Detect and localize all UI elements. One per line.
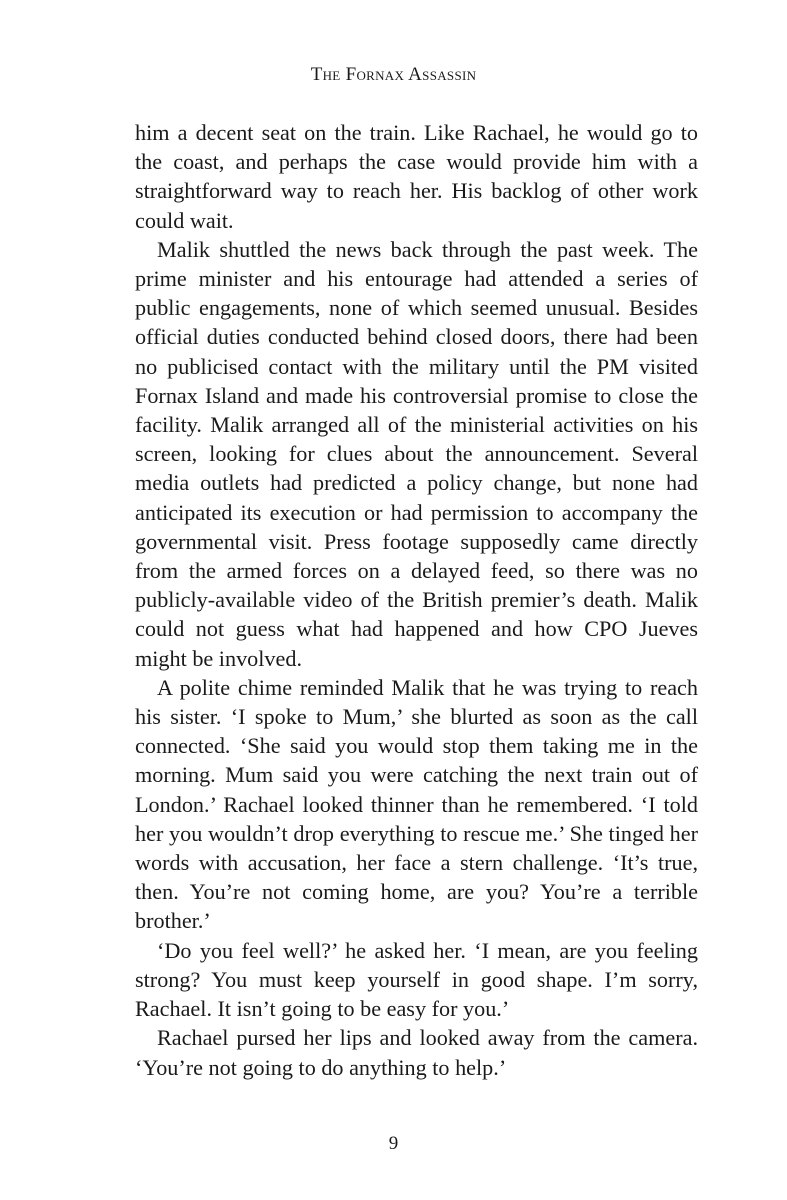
- running-head: The Fornax Assassin: [310, 64, 477, 85]
- paragraph-5: Rachael pursed her lips and looked away from the camera. ‘You’re not going to do anything to help.’: [135, 1025, 698, 1080]
- paragraph-3: A polite chime reminded Malik that he was trying to reach his sister. ‘I spoke to Mum,’ she blurted as soon as the call connected. ‘She said you would stop them taking me in the morning. Mum said you were catching the next train out of London.’ Rachael looked thinner than he remembered. ‘I told her you wouldn’t drop everything to rescue me.’ She tinged her words with accusation, her face a stern challenge. ‘It’s true, then. You’re not coming home, are you? You’re a terrible brother.’: [135, 674, 698, 934]
- body-text: [135, 118, 698, 1082]
- paragraph-1: him a decent seat on the train. Like Rachael, he would go to the coast, and perhaps the case would provide him with a straightforward way to reach her. His backlog of other work could wait.: [135, 120, 698, 233]
- page-number: 9: [388, 1133, 399, 1154]
- paragraph-4: ‘Do you feel well?’ he asked her. ‘I mean, are you feeling strong? You must keep yourself in good shape. I’m sorry, Rachael. It isn’t going to be easy for you.’: [135, 937, 698, 1022]
- paragraph-2: Malik shuttled the news back through the past week. The prime minister and his entourage had attended a series of public engagements, none of which seemed unusual. Besides official duties conducted behind closed doors, there had been no publicised contact with the military until the PM visited Fornax Island and made his controversial promise to close the facility. Malik arranged all of the ministerial activities on his screen, looking for clues about the announcement. Several media outlets had predicted a policy change, but none had anticipated its execution or had permission to accompany the governmental visit. Press footage supposedly came directly from the armed forces on a delayed feed, so there was no publicly-available video of the British premier’s death. Malik could not guess what had happened and how CPO Jueves might be involved.: [135, 236, 698, 671]
